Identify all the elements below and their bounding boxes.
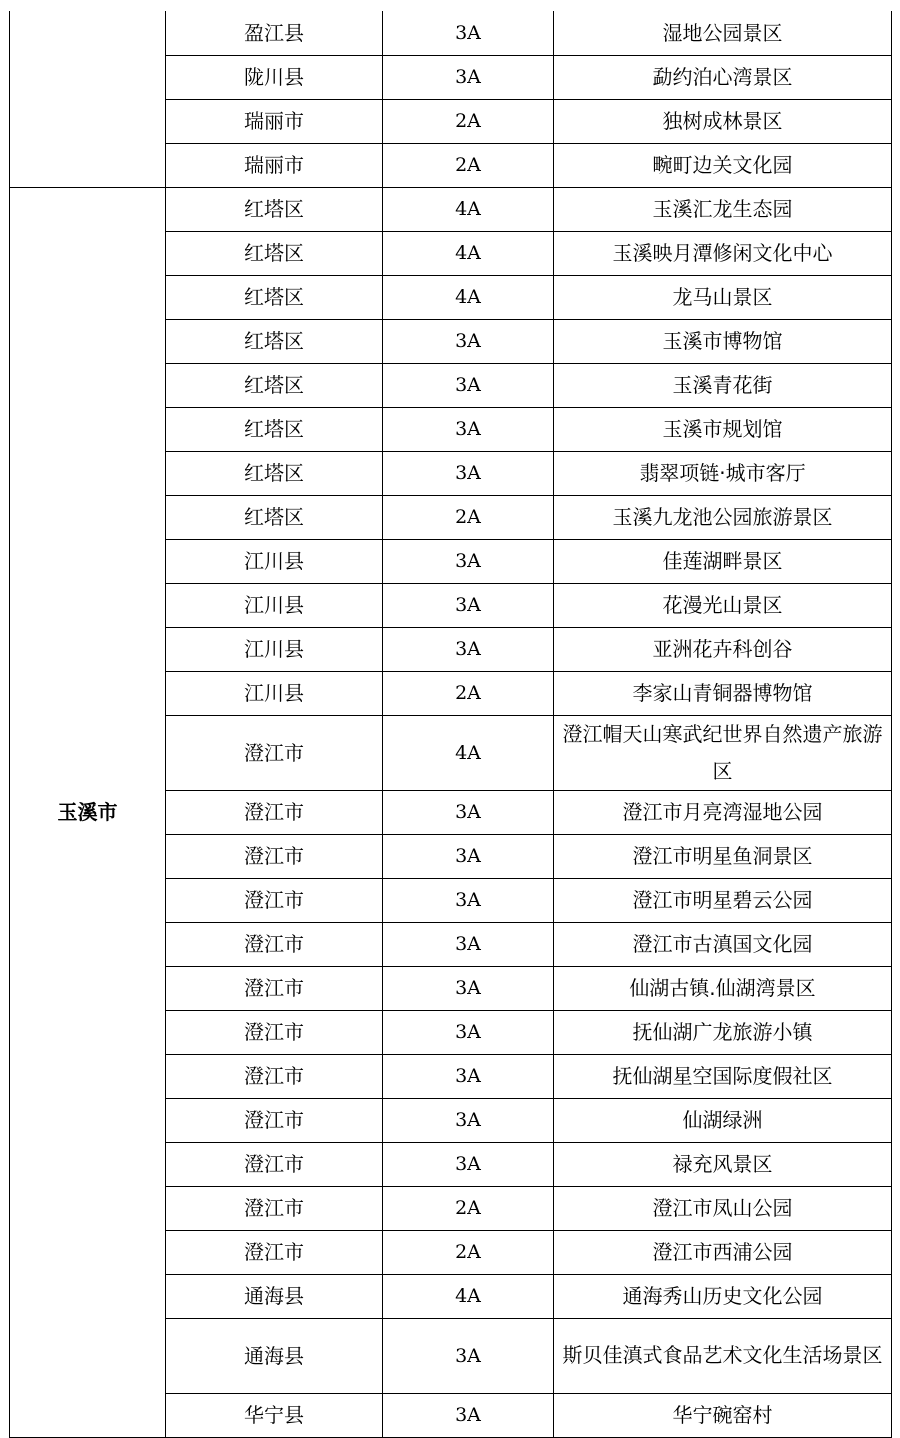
scenic-name-cell: 畹町边关文化园	[554, 143, 892, 187]
scenic-name-cell: 澄江市西浦公园	[554, 1230, 892, 1274]
county-cell: 红塔区	[166, 363, 383, 407]
scenic-name-cell: 龙马山景区	[554, 275, 892, 319]
grade-cell: 3A	[383, 1318, 554, 1393]
county-cell: 红塔区	[166, 495, 383, 539]
scenic-name-cell: 花漫光山景区	[554, 583, 892, 627]
grade-cell: 3A	[383, 1142, 554, 1186]
scenic-name-cell: 澄江市凤山公园	[554, 1186, 892, 1230]
scenic-name-cell: 禄充风景区	[554, 1142, 892, 1186]
county-cell: 澄江市	[166, 790, 383, 834]
county-cell: 红塔区	[166, 187, 383, 231]
grade-cell: 4A	[383, 715, 554, 790]
grade-cell: 3A	[383, 11, 554, 55]
county-cell: 红塔区	[166, 275, 383, 319]
scenic-name-cell: 抚仙湖广龙旅游小镇	[554, 1010, 892, 1054]
county-cell: 红塔区	[166, 231, 383, 275]
scenic-name-cell: 仙湖绿洲	[554, 1098, 892, 1142]
county-cell: 澄江市	[166, 834, 383, 878]
county-cell: 陇川县	[166, 55, 383, 99]
county-cell: 澄江市	[166, 922, 383, 966]
grade-cell: 3A	[383, 790, 554, 834]
scenic-name-cell: 澄江市明星鱼洞景区	[554, 834, 892, 878]
grade-cell: 2A	[383, 143, 554, 187]
grade-cell: 3A	[383, 966, 554, 1010]
city-cell: 玉溪市	[10, 187, 166, 1437]
county-cell: 澄江市	[166, 1054, 383, 1098]
county-cell: 江川县	[166, 583, 383, 627]
county-cell: 澄江市	[166, 1142, 383, 1186]
city-cell	[10, 11, 166, 187]
scenic-name-cell: 玉溪市规划馆	[554, 407, 892, 451]
county-cell: 红塔区	[166, 451, 383, 495]
scenic-name-cell: 仙湖古镇.仙湖湾景区	[554, 966, 892, 1010]
county-cell: 澄江市	[166, 715, 383, 790]
county-cell: 澄江市	[166, 1098, 383, 1142]
grade-cell: 4A	[383, 275, 554, 319]
grade-cell: 2A	[383, 1186, 554, 1230]
county-cell: 澄江市	[166, 1186, 383, 1230]
grade-cell: 3A	[383, 878, 554, 922]
county-cell: 红塔区	[166, 407, 383, 451]
scenic-name-cell: 佳莲湖畔景区	[554, 539, 892, 583]
scenic-name-cell: 湿地公园景区	[554, 11, 892, 55]
county-cell: 澄江市	[166, 966, 383, 1010]
county-cell: 盈江县	[166, 11, 383, 55]
scenic-name-cell: 玉溪青花街	[554, 363, 892, 407]
grade-cell: 3A	[383, 1010, 554, 1054]
scenic-name-cell: 玉溪映月潭修闲文化中心	[554, 231, 892, 275]
table-body	[10, 11, 892, 1437]
scenic-name-cell: 澄江市古滇国文化园	[554, 922, 892, 966]
grade-cell: 3A	[383, 451, 554, 495]
scenic-name-cell: 独树成林景区	[554, 99, 892, 143]
table-row	[10, 11, 892, 55]
grade-cell: 3A	[383, 407, 554, 451]
scenic-name-cell: 勐约泊心湾景区	[554, 55, 892, 99]
grade-cell: 3A	[383, 539, 554, 583]
scenic-name-cell: 华宁碗窑村	[554, 1393, 892, 1437]
county-cell: 瑞丽市	[166, 143, 383, 187]
scenic-name-cell: 玉溪市博物馆	[554, 319, 892, 363]
grade-cell: 3A	[383, 834, 554, 878]
scenic-name-cell: 澄江帽天山寒武纪世界自然遗产旅游区	[554, 715, 892, 790]
scenic-spots-table	[9, 11, 892, 1438]
grade-cell: 2A	[383, 671, 554, 715]
scenic-name-cell: 抚仙湖星空国际度假社区	[554, 1054, 892, 1098]
grade-cell: 4A	[383, 1274, 554, 1318]
grade-cell: 3A	[383, 319, 554, 363]
scenic-name-cell: 通海秀山历史文化公园	[554, 1274, 892, 1318]
grade-cell: 3A	[383, 627, 554, 671]
county-cell: 澄江市	[166, 1010, 383, 1054]
county-cell: 江川县	[166, 539, 383, 583]
grade-cell: 3A	[383, 55, 554, 99]
grade-cell: 4A	[383, 231, 554, 275]
grade-cell: 3A	[383, 1393, 554, 1437]
grade-cell: 3A	[383, 1054, 554, 1098]
county-cell: 瑞丽市	[166, 99, 383, 143]
grade-cell: 3A	[383, 1098, 554, 1142]
grade-cell: 3A	[383, 363, 554, 407]
scenic-name-cell: 玉溪汇龙生态园	[554, 187, 892, 231]
county-cell: 澄江市	[166, 878, 383, 922]
county-cell: 华宁县	[166, 1393, 383, 1437]
grade-cell: 4A	[383, 187, 554, 231]
county-cell: 红塔区	[166, 319, 383, 363]
grade-cell: 3A	[383, 922, 554, 966]
grade-cell: 2A	[383, 99, 554, 143]
county-cell: 澄江市	[166, 1230, 383, 1274]
county-cell: 通海县	[166, 1318, 383, 1393]
grade-cell: 2A	[383, 1230, 554, 1274]
scenic-name-cell: 澄江市月亮湾湿地公园	[554, 790, 892, 834]
grade-cell: 2A	[383, 495, 554, 539]
table-row	[10, 187, 892, 231]
scenic-name-cell: 斯贝佳滇式食品艺术文化生活场景区	[554, 1318, 892, 1393]
scenic-name-cell: 澄江市明星碧云公园	[554, 878, 892, 922]
scenic-name-cell: 玉溪九龙池公园旅游景区	[554, 495, 892, 539]
county-cell: 江川县	[166, 627, 383, 671]
county-cell: 江川县	[166, 671, 383, 715]
scenic-name-cell: 李家山青铜器博物馆	[554, 671, 892, 715]
scenic-name-cell: 翡翠项链·城市客厅	[554, 451, 892, 495]
grade-cell: 3A	[383, 583, 554, 627]
scenic-name-cell: 亚洲花卉科创谷	[554, 627, 892, 671]
county-cell: 通海县	[166, 1274, 383, 1318]
